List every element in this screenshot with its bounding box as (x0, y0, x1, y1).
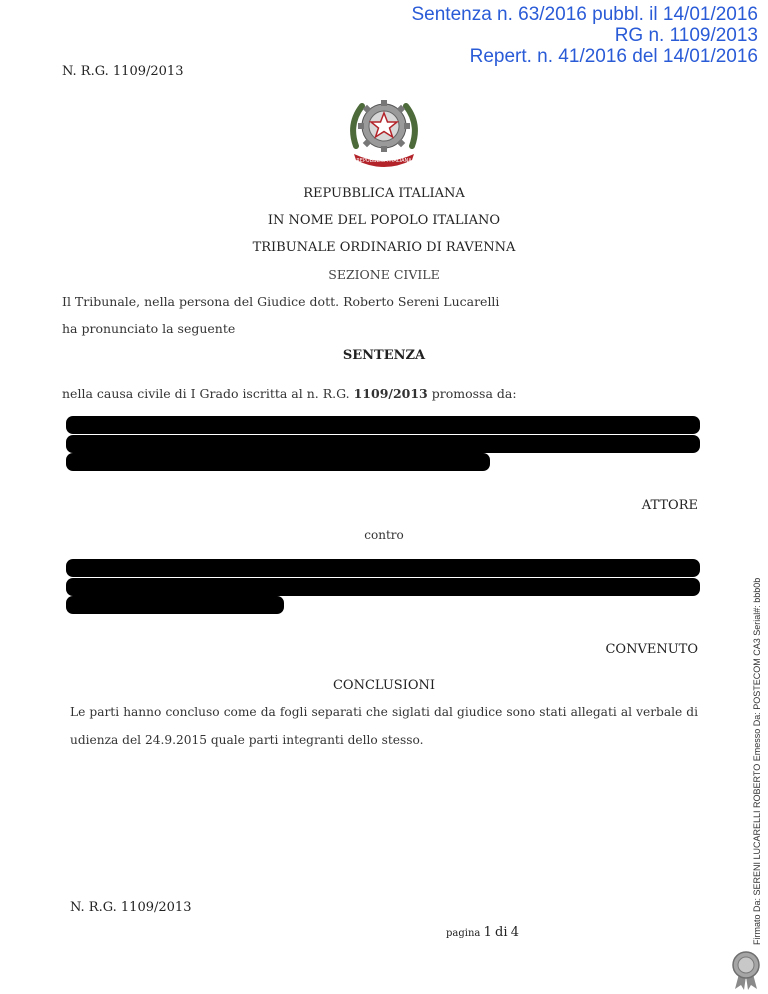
heading-people: IN NOME DEL POPOLO ITALIANO (267, 213, 501, 228)
redacted-block (66, 596, 284, 614)
pronounce-line: ha pronunciato la seguente (62, 321, 236, 336)
emblem-icon (344, 94, 424, 170)
page-current: 1 (483, 925, 492, 940)
digital-signature-text: Firmato Da: SERENI LUCARELLI ROBERTO Emesso Da: POSTECOM CA3 Serial#: bbb0b (752, 577, 762, 945)
certificate-seal-icon[interactable] (730, 950, 762, 990)
page-prefix: pagina (446, 928, 481, 939)
redacted-block (66, 453, 490, 471)
page-separator: di (495, 925, 508, 940)
causa-number: 1109/2013 (353, 386, 428, 401)
redacted-block (66, 416, 700, 434)
publication-stamp (411, 4, 758, 67)
heading-tribunal: TRIBUNALE ORDINARIO DI RAVENNA (252, 240, 516, 255)
conclusioni-title: CONCLUSIONI (332, 678, 435, 693)
conclusioni-paragraph-line1: Le parti hanno concluso come da fogli separati che siglati dal giudice sono stati allegati al verbale di (70, 705, 698, 719)
judge-line: Il Tribunale, nella persona del Giudice dott. Roberto Sereni Lucarelli (62, 294, 500, 309)
heading-republic: REPUBBLICA ITALIANA (303, 186, 465, 201)
contro-label: contro (364, 528, 404, 542)
sentenza-title: SENTENZA (342, 348, 426, 363)
page-indicator (446, 925, 519, 940)
conclusioni-paragraph-line2: udienza del 24.9.2015 quale parti integranti dello stesso. (70, 733, 424, 747)
stamp-line-rg: RG n. 1109/2013 (614, 25, 758, 46)
attore-label: ATTORE (641, 498, 698, 513)
rg-number-bottom: N. R.G. 1109/2013 (70, 900, 192, 915)
convenuto-label: CONVENUTO (605, 642, 698, 657)
causa-prefix: nella causa civile di I Grado iscritta al n. R.G. (62, 386, 350, 401)
svg-text:REPUBBLICA ITALIANA: REPUBBLICA ITALIANA (356, 158, 412, 164)
redacted-block (66, 578, 700, 596)
stamp-line-sentenza: Sentenza n. 63/2016 pubbl. il 14/01/2016 (411, 4, 758, 25)
causa-line (62, 386, 517, 401)
italian-republic-emblem (344, 94, 424, 170)
stamp-line-repert: Repert. n. 41/2016 del 14/01/2016 (469, 46, 758, 67)
heading-section: SEZIONE CIVILE (328, 267, 440, 282)
redacted-block (66, 435, 700, 453)
page-total: 4 (510, 925, 519, 940)
causa-suffix: promossa da: (431, 386, 517, 401)
rg-number-top: N. R.G. 1109/2013 (62, 64, 184, 79)
redacted-block (66, 559, 700, 577)
